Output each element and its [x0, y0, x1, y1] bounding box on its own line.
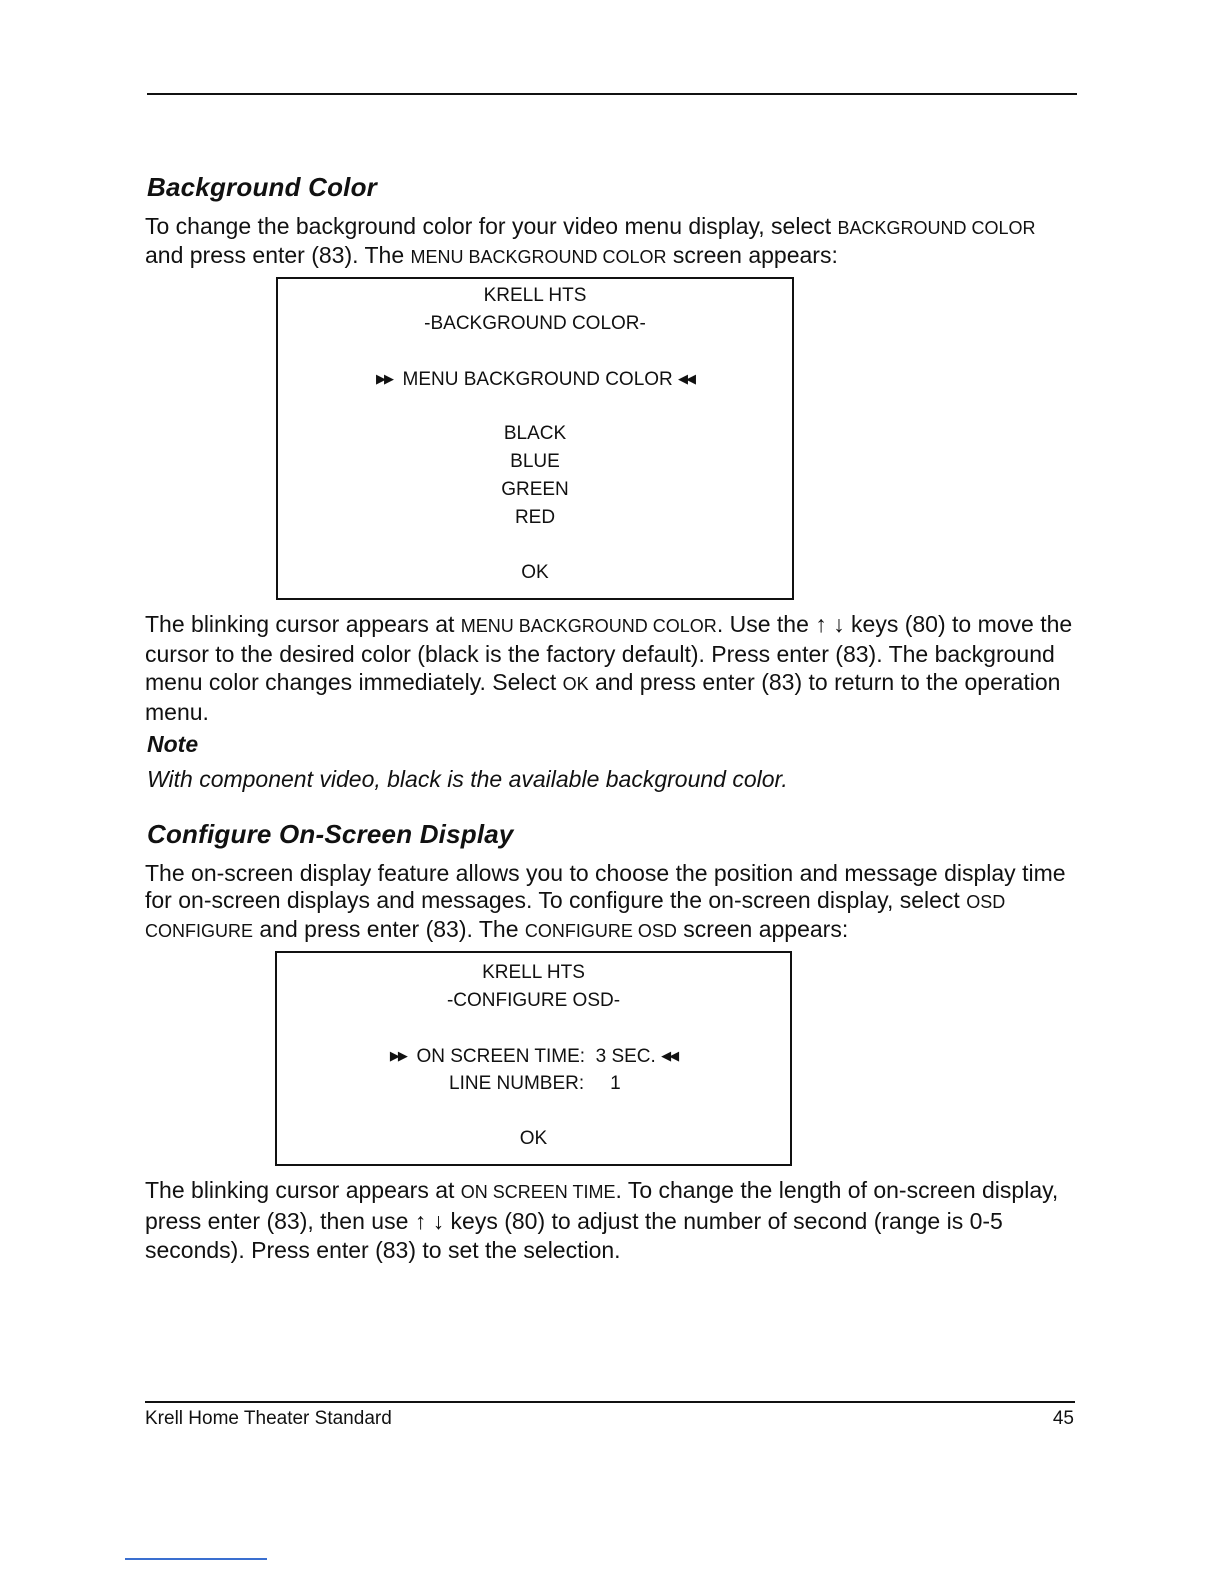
- footer-title: Krell Home Theater Standard: [145, 1408, 392, 1429]
- option-green[interactable]: GREEN: [501, 479, 569, 500]
- line-number-item[interactable]: LINE NUMBER: 1: [449, 1073, 621, 1094]
- ok-option[interactable]: OK: [521, 562, 549, 583]
- background-color-heading: Background Color: [147, 172, 377, 202]
- note-text: With component video, black is the available background color.: [147, 766, 788, 792]
- configure-osd-intro: The on-screen display feature allows you to choose the position and message display time for on-screen displays and messages. To configure the on-screen display, select OSD CONFIGURE and press enter (83). The CONFIGURE OSD screen appears:: [145, 860, 1066, 942]
- screen-title: KRELL HTS: [483, 285, 587, 306]
- top-rule: [147, 93, 1077, 95]
- cursor-left-arrows-icon: ◀◀: [661, 1048, 678, 1063]
- note-label: Note: [147, 731, 199, 757]
- configure-osd-instructions: The blinking cursor appears at ON SCREEN TIME. To change the length of on-screen display, press enter (83), then use ↑ ↓ keys (80) to adjust the number of second (range is 0-5 seconds). Press enter (83) to set the selection.: [145, 1177, 1059, 1263]
- menu-background-color-item[interactable]: ▶▶ MENU BACKGROUND COLOR ◀◀: [375, 369, 695, 390]
- on-screen-time-item[interactable]: ▶▶ ON SCREEN TIME: 3 SEC. ◀◀: [389, 1046, 678, 1067]
- option-blue[interactable]: BLUE: [510, 451, 560, 472]
- screen-title: KRELL HTS: [482, 962, 585, 983]
- cursor-left-arrows-icon: ◀◀: [678, 371, 695, 386]
- ok-option[interactable]: OK: [519, 1128, 548, 1149]
- screen-subtitle: -CONFIGURE OSD-: [446, 990, 621, 1011]
- background-color-instructions: The blinking cursor appears at MENU BACKGROUND COLOR. Use the ↑ ↓ keys (80) to move the cursor to the desired color (black is the factory default). Press enter (83). The background menu color changes immediately. Select OK and press enter (83) to return to the operation menu.: [145, 611, 1073, 725]
- background-color-screen: [276, 277, 794, 600]
- configure-osd-heading: Configure On-Screen Display: [147, 819, 514, 849]
- up-down-arrows-icon: ↑ ↓: [414, 1208, 445, 1234]
- page-number: 45: [1052, 1408, 1074, 1429]
- cursor-right-arrows-icon: ▶▶: [375, 371, 392, 386]
- configure-osd-screen: [275, 951, 792, 1166]
- scan-edge-line: [125, 1558, 267, 1560]
- up-down-arrows-icon: ↑ ↓: [815, 611, 845, 637]
- screen-subtitle: -BACKGROUND COLOR-: [424, 313, 646, 334]
- background-color-intro: To change the background color for your video menu display, select BACKGROUND COLOR and press enter (83). The MENU BACKGROUND COLOR screen appears:: [145, 213, 1036, 268]
- footer-rule: [145, 1401, 1075, 1403]
- option-black[interactable]: BLACK: [503, 423, 567, 444]
- cursor-right-arrows-icon: ▶▶: [389, 1048, 406, 1063]
- option-red[interactable]: RED: [514, 507, 556, 528]
